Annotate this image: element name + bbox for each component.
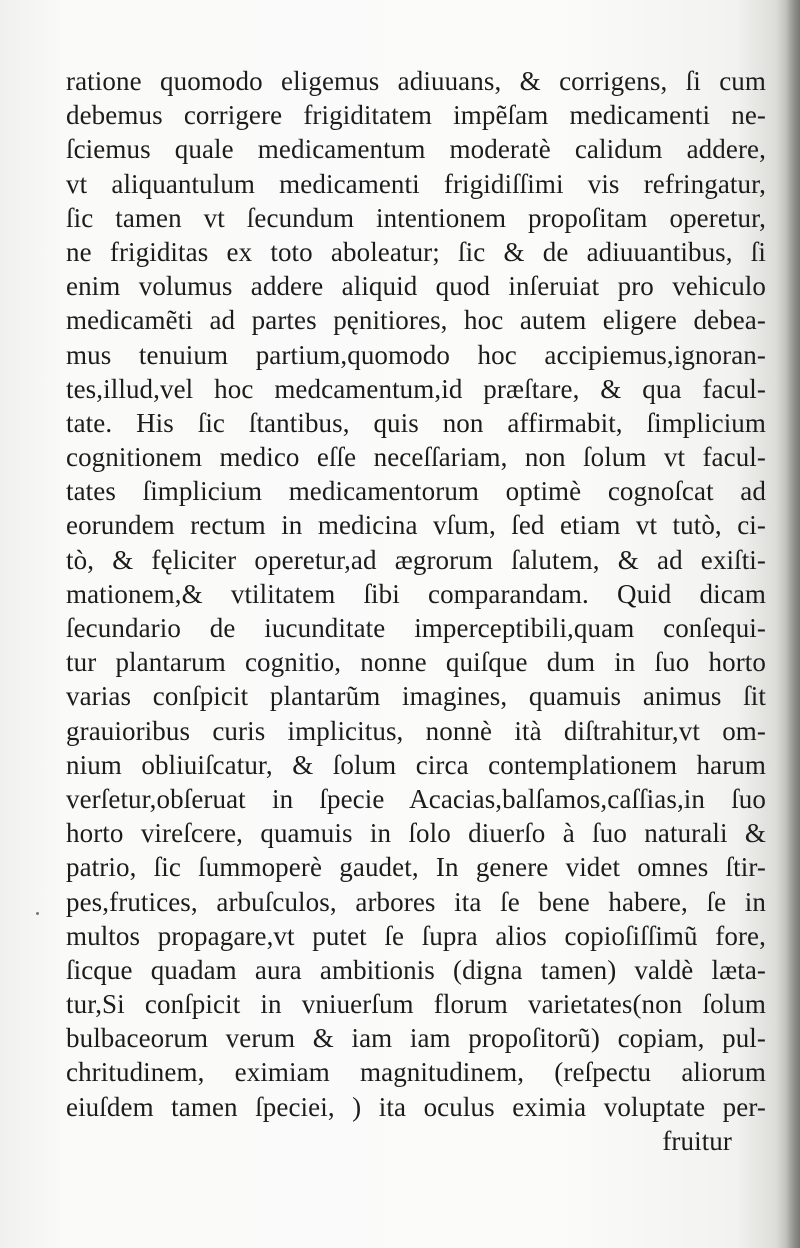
text-line-9: mus tenuium partium,quomodo hoc accipiemus,ignoran- — [66, 339, 766, 370]
text-line-28: tur,Si conſpicit in vniuerſum florum varietates(non ſolum — [66, 989, 766, 1020]
text-line-26: multos propagare,vt putet ſe ſupra alios copioſiſſimũ fore, — [66, 920, 766, 951]
text-line-10: tes,illud,vel hoc medcamentum,id præſtare, & qua facul- — [66, 373, 766, 404]
ink-speck — [36, 912, 39, 915]
text-line-7: enim volumus addere aliquid quod inſeruiat pro vehiculo — [66, 271, 766, 302]
text-line-11: tate. His ſic ſtantibus, quis non affirmabit, ſimplicium — [66, 407, 766, 438]
text-line-30: chritudinem, eximiam magnitudinem, (reſpectu aliorum — [66, 1057, 766, 1088]
text-line-12: cognitionem medico eſſe neceſſariam, non ſolum vt facul- — [66, 442, 766, 473]
text-line-6: ne frigiditas ex toto aboleatur; ſic & de adiuuantibus, ſi — [66, 236, 766, 267]
text-line-15: tò, & fęliciter operetur,ad ægrorum ſalutem, & ad exiſti- — [66, 544, 766, 575]
text-line-2: debemus corrigere frigiditatem impẽſam medicamenti ne- — [66, 100, 766, 131]
text-line-1: ratione quomodo eligemus adiuuans, & corrigens, ſi cum — [66, 66, 766, 96]
text-line-27: ſicque quadam aura ambitionis (digna tamen) valdè læta- — [66, 954, 766, 985]
page-edge-shadow — [786, 0, 800, 1248]
text-line-8: medicamẽti ad partes pęnitiores, hoc autem eligere debea- — [66, 305, 766, 336]
text-line-24: patrio, ſic ſummoperè gaudet, In genere videt omnes ſtir- — [66, 852, 766, 883]
catchword: fruitur — [662, 1125, 732, 1156]
text-line-17: ſecundario de iucunditate imperceptibili,quam conſequi- — [66, 613, 766, 643]
text-line-22: verſetur,obſeruat in ſpecie Acacias,balſamos,caſſias,in ſuo — [66, 783, 766, 814]
text-line-20: grauioribus curis implicitus, nonnè ità diſtrahitur,vt om- — [66, 715, 766, 746]
text-line-14: eorundem rectum in medicina vſum, ſed etiam vt tutò, ci- — [66, 510, 766, 541]
text-line-4: vt aliquantulum medicamenti frigidiſſimi vis refringatur, — [66, 168, 766, 199]
text-line-19: varias conſpicit plantarũm imagines, quamuis animus ſit — [66, 681, 766, 712]
text-line-21: nium obliuiſcatur, & ſolum circa contemplationem harum — [66, 749, 766, 780]
text-line-25: pes,frutices, arbuſculos, arbores ita ſe bene habere, ſe in — [66, 886, 766, 917]
text-line-13: tates ſimplicium medicamentorum optimè cognoſcat ad — [66, 476, 766, 507]
text-line-16: mationem,& vtilitatem ſibi comparandam. Quid dicam — [66, 578, 766, 609]
text-line-29: bulbaceorum verum & iam iam propoſitorũ) copiam, pul- — [66, 1023, 766, 1054]
text-line-31: eiuſdem tamen ſpeciei, ) ita oculus eximia voluptate per- — [66, 1091, 766, 1122]
text-line-5: ſic tamen vt ſecundum intentionem propoſitam operetur, — [66, 202, 766, 233]
body-text — [66, 64, 766, 1158]
text-line-18: tur plantarum cognitio, nonne quiſque dum in ſuo horto — [66, 647, 766, 678]
text-line-3: ſciemus quale medicamentum moderatè calidum addere, — [66, 134, 766, 165]
text-line-23: horto vireſcere, quamuis in ſolo diuerſo à ſuo naturali & — [66, 818, 766, 849]
